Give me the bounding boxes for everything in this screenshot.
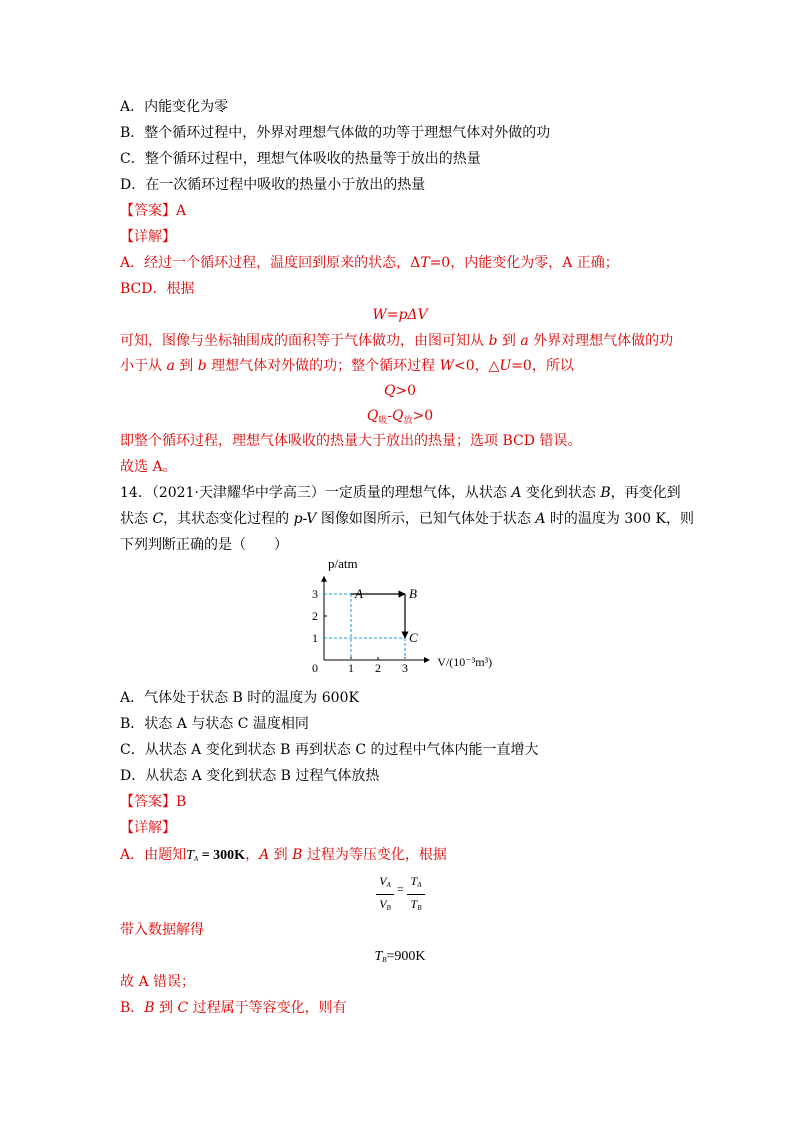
x-axis-label: V/(10⁻³m³)	[437, 655, 493, 669]
q13-detail-label: 【详解】	[120, 229, 176, 245]
origin-label: 0	[312, 661, 318, 675]
x-tick-label: 1	[348, 661, 354, 675]
point-label-B: B	[409, 586, 417, 601]
q13-option-a: A．内能变化为零	[120, 99, 229, 115]
q14-analysis-a: A．由题知TA = 300K，A 到 B 过程为等压变化，根据	[120, 847, 447, 863]
q14-stem-line3: 下列判断正确的是（ ）	[120, 537, 288, 553]
frac-lhs: VA VB	[376, 874, 394, 915]
q13-formula-q: Q>0	[383, 383, 417, 399]
q14-stem-line1: 14．（2021·天津耀华中学高三）一定质量的理想气体，从状态 A 变化到状态 B，再变化到	[120, 485, 681, 501]
q13-analysis-bcd: BCD．根据	[120, 281, 195, 297]
point-label-C: C	[409, 630, 418, 645]
frac-rhs: TA TB	[407, 874, 425, 915]
q13-analysis-a: A．经过一个循环过程，温度回到原来的状态，ΔT=0，内能变化为零，A 正确；	[120, 255, 619, 271]
q14-formula-tb: TB=900K	[374, 949, 426, 964]
q14-detail-label: 【详解】	[120, 820, 176, 836]
q14-answer: 【答案】B	[120, 794, 187, 810]
q14-analysis-b: B．B 到 C 过程属于等容变化，则有	[120, 1000, 347, 1016]
y-axis-label: p/atm	[328, 556, 358, 571]
q13-formula-qdiff: $Q_吸-Q_放>0$	[366, 408, 434, 426]
q13-answer: 【答案】A	[120, 203, 187, 219]
q14-substitute: 带入数据解得	[120, 922, 204, 938]
q14-option-d: D．从状态 A 变化到状态 B 过程气体放热	[120, 768, 380, 784]
q13-option-d: D．在一次循环过程中吸收的热量小于放出的热量	[120, 177, 426, 193]
frac-equals: =	[397, 882, 404, 896]
y-tick-label: 2	[312, 609, 318, 623]
q14-option-b: B．状态 A 与状态 C 温度相同	[120, 716, 309, 732]
q13-analysis-line2: 可知，图像与坐标轴围成的面积等于气体做功，由图可知从 b 到 a 外界对理想气体做的功	[120, 333, 674, 349]
q14-a-wrong: 故 A 错误；	[120, 974, 196, 990]
y-tick-label: 1	[312, 631, 318, 645]
q14-stem-line2: 状态 C，其状态变化过程的 p-V 图像如图所示，已知气体处于状态 A 时的温度为 300 K，则	[120, 511, 694, 527]
q13-conclusion: 即整个循环过程，理想气体吸收的热量大于放出的热量；选项 BCD 错误。	[120, 433, 582, 449]
q13-option-b: B．整个循环过程中，外界对理想气体做的功等于理想气体对外做的功	[120, 125, 551, 141]
y-tick-label: 3	[312, 587, 318, 601]
q13-analysis-line3: 小于从 a 到 b 理想气体对外做的功；整个循环过程 W<0，△U=0，所以	[120, 358, 574, 374]
x-tick-label: 2	[375, 661, 381, 675]
q13-option-c: C．整个循环过程中，理想气体吸收的热量等于放出的热量	[120, 151, 481, 167]
q14-option-c: C．从状态 A 变化到状态 B 再到状态 C 的过程中气体内能一直增大	[120, 742, 539, 758]
q13-formula-w: W=pΔV	[372, 307, 428, 323]
x-tick-label: 3	[402, 661, 408, 675]
point-label-A: A	[355, 586, 363, 601]
pv-diagram	[300, 556, 500, 684]
q13-final: 故选 A。	[120, 459, 177, 475]
q14-option-a: A．气体处于状态 B 时的温度为 600K	[120, 690, 359, 706]
